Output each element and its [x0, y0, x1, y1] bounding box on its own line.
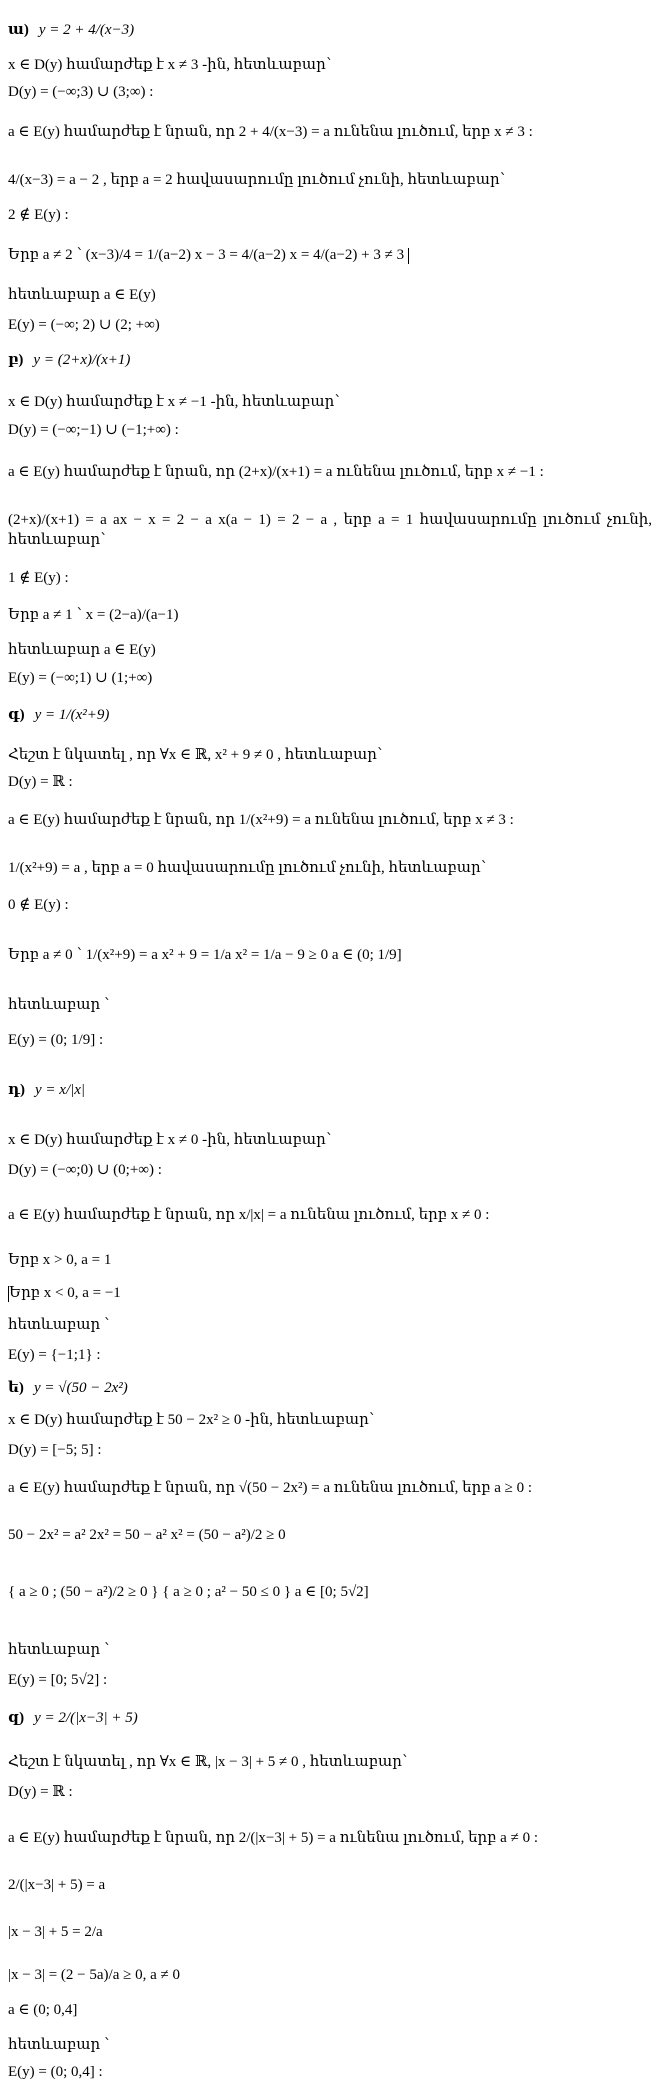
section-label: ե): [8, 1380, 24, 1396]
text-line: D(y) = (−∞;3) ∪ (3;∞) :: [8, 84, 154, 100]
text-line: [8, 1283, 652, 1303]
text-line: հետևաբար a ∈ E(y): [8, 642, 156, 658]
text-line: |x − 3| + 5 = 2/a: [8, 1924, 103, 1940]
text-line: 0 ∉ E(y) :: [8, 897, 69, 913]
text-line: հետևաբար ՝: [8, 2037, 110, 2053]
text-line: Երբ a ≠ 1 ՝ x = (2−a)/(a−1): [8, 607, 179, 623]
section-formula: y = √(50 − 2x²): [33, 1380, 128, 1396]
text-line: D(y) = ℝ :: [8, 774, 73, 790]
section-c-heading: [8, 705, 652, 725]
text-line: Երբ a ≠ 0 ՝ 1/(x²+9) = a x² + 9 = 1/a x² = 1/a − 9 ≥ 0 a ∈ (0; 1/9]: [8, 947, 402, 963]
text-line-wrapped: (2+x)/(x+1) = a ax − x = 2 − a x(a − 1) = 2 − a , երբ a = 1 հավասարումը լուծում չունի, հետևաբար՝: [8, 512, 652, 548]
text-line: E(y) = [0; 5√2] :: [8, 1672, 108, 1688]
text-line: 2/(|x−3| + 5) = a: [8, 1877, 106, 1893]
section-label: դ): [8, 1082, 26, 1098]
text-line: հետևաբար ՝: [8, 1642, 110, 1658]
text-line: 2 ∉ E(y) :: [8, 207, 69, 223]
text-line: հետևաբար ՝: [8, 1317, 110, 1333]
section-formula: y = (2+x)/(x+1): [33, 352, 131, 368]
text-line-content: Երբ x < 0, a = −1: [9, 1285, 121, 1301]
text-line: D(y) = (−∞;0) ∪ (0;+∞) :: [8, 1162, 162, 1178]
section-label: բ): [8, 352, 24, 368]
section-f-heading: [8, 1708, 652, 1728]
section-formula: y = 1/(x²+9): [34, 707, 110, 723]
text-line: D(y) = (−∞;−1) ∪ (−1;+∞) :: [8, 422, 179, 438]
text-line: հետևաբար a ∈ E(y): [8, 287, 156, 303]
text-line: E(y) = (0; 1/9] :: [8, 1032, 104, 1048]
text-line: E(y) = (−∞; 2) ∪ (2; +∞): [8, 317, 160, 333]
text-line: x ∈ D(y) համարժեք է x ≠ 0 -ին, հետևաբար՝: [8, 1132, 332, 1148]
text-line: a ∈ E(y) համարժեք է նրան, որ (2+x)/(x+1) = a ունենա լուծում, երբ x ≠ −1 :: [8, 464, 544, 480]
text-line: 50 − 2x² = a² 2x² = 50 − a² x² = (50 − a²)/2 ≥ 0: [8, 1527, 286, 1543]
text-line: x ∈ D(y) համարժեք է x ≠ 3 -ին, հետևաբար՝: [8, 57, 332, 73]
text-line: 4/(x−3) = a − 2 , երբ a = 2 հավասարումը լուծում չունի, հետևաբար՝: [8, 172, 506, 188]
section-formula: y = 2/(|x−3| + 5): [34, 1710, 138, 1726]
text-line: 1 ∉ E(y) :: [8, 570, 69, 586]
text-line: E(y) = (−∞;1) ∪ (1;+∞): [8, 670, 153, 686]
text-cursor: [408, 248, 409, 264]
section-label: զ): [8, 1710, 25, 1726]
text-line: D(y) = ℝ :: [8, 1784, 73, 1800]
text-line: Հեշտ է նկատել , որ ∀x ∈ ℝ, x² + 9 ≠ 0 , հետևաբար՝: [8, 747, 383, 763]
text-line: E(y) = {−1;1} :: [8, 1347, 101, 1363]
section-label: գ): [8, 707, 25, 723]
text-line: { a ≥ 0 ; (50 − a²)/2 ≥ 0 } { a ≥ 0 ; a² − 50 ≤ 0 } a ∈ [0; 5√2]: [8, 1584, 369, 1600]
text-line: x ∈ D(y) համարժեք է 50 − 2x² ≥ 0 -ին, հետևաբար՝: [8, 1412, 375, 1428]
text-line: a ∈ E(y) համարժեք է նրան, որ 1/(x²+9) = a ունենա լուծում, երբ x ≠ 3 :: [8, 812, 514, 828]
section-b-heading: [8, 350, 652, 370]
text-line: a ∈ E(y) համարժեք է նրան, որ √(50 − 2x²) = a ունենա լուծում, երբ a ≥ 0 :: [8, 1480, 533, 1496]
text-line: E(y) = (0; 0,4] :: [8, 2064, 103, 2080]
text-line: 1/(x²+9) = a , երբ a = 0 հավասարումը լուծում չունի, հետևաբար՝: [8, 860, 487, 876]
text-line: Երբ x > 0, a = 1: [8, 1252, 112, 1268]
text-line: |x − 3| = (2 − 5a)/a ≥ 0, a ≠ 0: [8, 1967, 180, 1983]
text-line: a ∈ E(y) համարժեք է նրան, որ 2/(|x−3| + 5) = a ունենա լուծում, երբ a ≠ 0 :: [8, 1830, 538, 1846]
text-line: a ∈ (0; 0,4]: [8, 2002, 78, 2018]
text-line: a ∈ E(y) համարժեք է նրան, որ 2 + 4/(x−3) = a ունենա լուծում, երբ x ≠ 3 :: [8, 124, 533, 140]
section-formula: y = x/|x|: [35, 1082, 86, 1098]
text-line: x ∈ D(y) համարժեք է x ≠ −1 -ին, հետևաբար՝: [8, 394, 340, 410]
section-e-heading: [8, 1378, 652, 1398]
section-label: ա): [8, 22, 29, 38]
text-line-content: Երբ a ≠ 2 ՝ (x−3)/4 = 1/(a−2) x − 3 = 4/(a−2) x = 4/(a−2) + 3 ≠ 3: [8, 247, 405, 263]
text-line: [8, 245, 652, 265]
text-line: a ∈ E(y) համարժեք է նրան, որ x/|x| = a ունենա լուծում, երբ x ≠ 0 :: [8, 1207, 490, 1223]
text-line: հետևաբար ՝: [8, 997, 110, 1013]
section-formula: y = 2 + 4/(x−3): [38, 22, 135, 38]
section-d-heading: [8, 1080, 652, 1100]
text-line: D(y) = [−5; 5] :: [8, 1442, 102, 1458]
text-line: Հեշտ է նկատել , որ ∀x ∈ ℝ, |x − 3| + 5 ≠ 0 , հետևաբար՝: [8, 1754, 408, 1770]
section-a-heading: [8, 20, 652, 40]
